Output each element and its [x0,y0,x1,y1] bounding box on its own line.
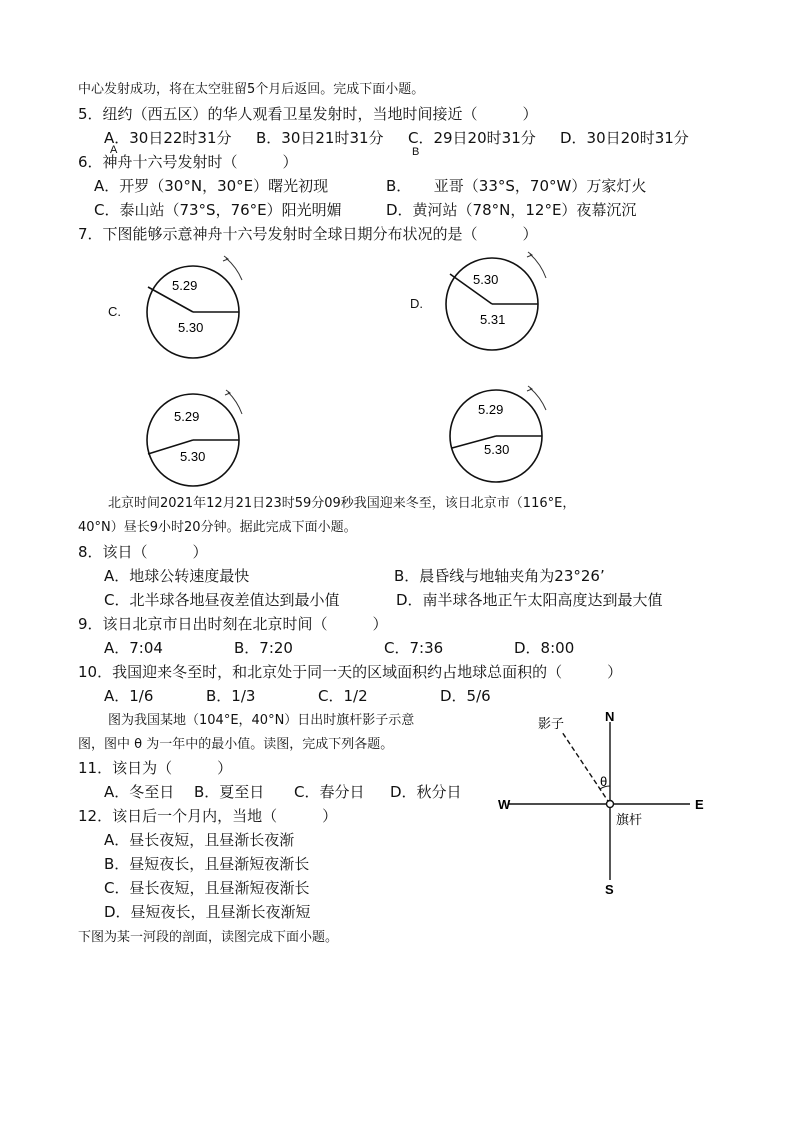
q11-option-a: A．冬至日 [104,783,175,801]
compass-east: E [695,797,704,812]
q12-option-a: A．昼长夜短，且昼渐长夜渐 [104,831,295,849]
q12-stem: 12．该日后一个月内，当地（ ） [78,807,338,825]
q11-option-c: C．春分日 [294,783,365,801]
q12-option-c: C．昼长夜短，且昼渐短夜渐长 [104,879,310,897]
q8-option-c: C．北半球各地昼夜差值达到最小值 [104,591,340,609]
q5-option-a: A．30日22时31分 [104,129,232,147]
q10-option-b: B．1/3 [206,687,256,705]
flagpole-shadow-diagram [498,708,718,898]
stray-label-a: A [110,144,118,156]
q5-option-d: D．30日20时31分 [560,129,689,147]
q8-stem: 8．该日（ ） [78,543,208,561]
d-top-label: 5.30 [473,272,499,287]
date-diagram-f [440,386,550,506]
q10-option-a: A．1/6 [104,687,154,705]
d-bottom-label: 5.31 [480,312,506,327]
q9-option-d: D．8:00 [514,639,575,657]
theta-label: θ [600,774,608,789]
q10-option-c: C．1/2 [318,687,368,705]
q7-label-c: C. [108,304,121,319]
q9-stem: 9．该日北京市日出时刻在北京时间（ ） [78,615,388,633]
intro-text-2b: 40°N）昼长9小时20分钟。据此完成下面小题。 [78,520,357,535]
compass-north: N [605,709,615,724]
date-diagram-d [436,248,546,368]
q5-option-c: C．29日20时31分 [408,129,536,147]
q10-option-d: D．5/6 [440,687,491,705]
date-diagram-c [136,250,246,370]
compass-west: W [498,797,511,812]
stray-label-b: B [412,146,420,158]
intro-text-4: 下图为某一河段的剖面，读图完成下面小题。 [78,930,339,945]
q9-option-a: A．7:04 [104,639,163,657]
q5-stem: 5．纽约（西五区）的华人观看卫星发射时，当地时间接近（ ） [78,105,538,123]
intro-text-1: 中心发射成功，将在太空驻留5个月后返回。完成下面小题。 [78,82,425,97]
compass-south: S [605,882,614,897]
c-bottom-label: 5.30 [178,320,204,335]
q6-option-a: A．开罗（30°N，30°E）曙光初现 [94,177,329,195]
flagpole-label: 旗杆 [616,812,643,827]
q10-stem: 10．我国迎来冬至时，和北京处于同一天的区域面积约占地球总面积的（ ） [78,663,623,681]
q6-option-d: D．黄河站（78°N，12°E）夜幕沉沉 [386,201,637,219]
q11-option-d: D．秋分日 [390,783,462,801]
q12-option-b: B．昼短夜长，且昼渐短夜渐长 [104,855,310,873]
shadow-label: 影子 [538,716,565,731]
f-top-label: 5.29 [478,402,504,417]
q7-stem: 7．下图能够示意神舟十六号发射时全球日期分布状况的是（ ） [78,225,538,243]
q8-option-a: A．地球公转速度最快 [104,567,250,585]
q7-label-d: D. [410,296,423,311]
q9-option-c: C．7:36 [384,639,444,657]
q6-option-b: B． 亚哥（33°S，70°W）万家灯火 [386,177,647,195]
intro-text-2a: 北京时间2021年12月21日23时59分09秒我国迎来冬至，该日北京市（116°E， [108,496,576,511]
q8-option-d: D．南半球各地正午太阳高度达到最大值 [396,591,663,609]
e-top-label: 5.29 [174,409,200,424]
q12-option-d: D．昼短夜长，且昼渐长夜渐短 [104,903,311,921]
q6-stem: 6．神舟十六号发射时（ ） [78,153,298,171]
q11-option-b: B．夏至日 [194,783,265,801]
c-top-label: 5.29 [172,278,198,293]
e-bottom-label: 5.30 [180,449,206,464]
q8-option-b: B．晨昏线与地轴夹角为23°26’ [394,567,605,585]
intro-text-3a: 图为我国某地（104°E，40°N）日出时旗杆影子示意 [108,713,415,728]
q9-option-b: B．7:20 [234,639,293,657]
f-bottom-label: 5.30 [484,442,510,457]
intro-text-3b: 图，图中 θ 为一年中的最小值。读图，完成下列各题。 [78,737,394,752]
q11-stem: 11．该日为（ ） [78,759,233,777]
q6-option-c: C．泰山站（73°S，76°E）阳光明媚 [94,201,342,219]
q5-option-b: B．30日21时31分 [256,129,384,147]
date-diagram-e [136,388,246,508]
